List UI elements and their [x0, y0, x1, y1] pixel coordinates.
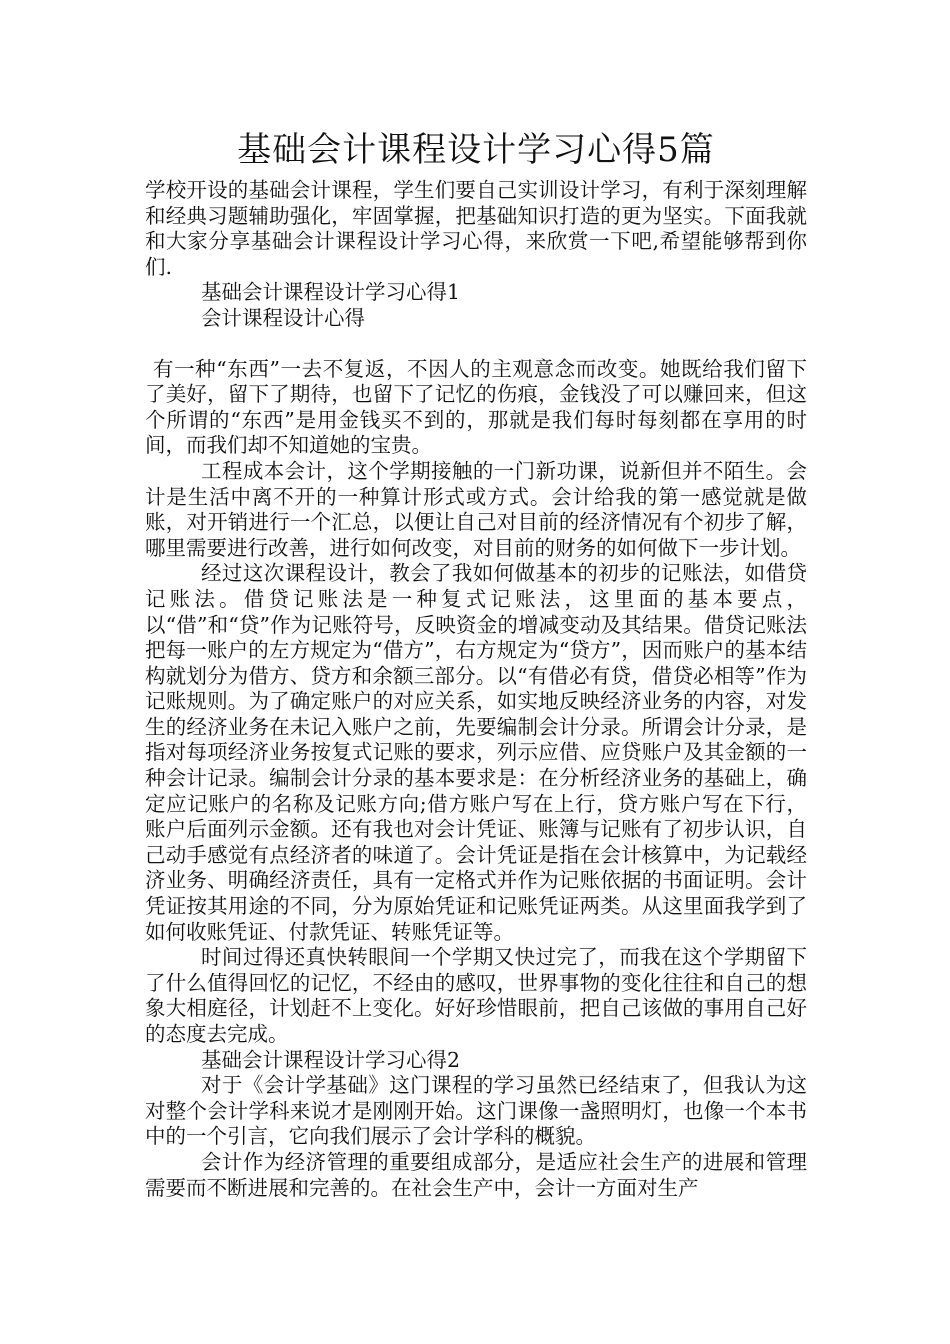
section1-paragraph-1: 有一种“东西”一去不复返，不因人的主观意念而改变。她既给我们留下了美好，留下了期待，也留下了记忆的伤痕，金钱没了可以赚回来，但这个所谓的“东西”是用金钱买不到的，那就是我们每时每刻都在享用的时间，而我们却不知道她的宝贵。 — [145, 356, 807, 458]
section1-paragraph-4: 时间过得还真快转眼间一个学期又快过完了，而我在这个学期留下了什么值得回忆的记忆，不经由的感叹，世界事物的变化往往和自己的想象大相庭径，计划赶不上变化。好好珍惜眼前，把自己该做的事用自己好的态度去完成。 — [145, 945, 807, 1046]
section1-subtitle: 会计课程设计心得 — [201, 305, 365, 330]
section1-paragraph-3: 经过这次课程设计，教会了我如何做基本的初步的记账法，如借贷记账法。借贷记账法是一种复式记账法，这里面的基本要点，以“借”和“贷”作为记账符号，反映资金的增减变动及其结果。借贷记账法把每一账户的左方规定为“借方”，右方规定为“贷方”，因而账户的基本结构就划分为借方、贷方和余额三部分。以“有借必有贷，借贷必相等”作为记账规则。为了确定账户的对应关系，如实地反映经济业务的内容，对发生的经济业务在未记入账户之前，先要编制会计分录。所谓会计分录，是指对每项经济业务按复式记账的要求，列示应借、应贷账户及其金额的一种会计记录。编制会计分录的基本要求是：在分析经济业务的基础上，确定应记账户的名称及记账方向;借方账户写在上行，贷方账户写在下行，账户后面列示金额。还有我也对会计凭证、账簿与记账有了初步认识，自己动手感觉有点经济者的味道了。会计凭证是指在会计核算中，为记载经济业务、明确经济责任，具有一定格式并作为记账依据的书面证明。会计凭证按其用途的不同，分为原始凭证和记账凭证两类。从这里面我学到了如何收账凭证、付款凭证、转账凭证等。 — [145, 561, 807, 944]
section1-paragraph-2: 工程成本会计，这个学期接触的一门新功课，说新但并不陌生。会计是生活中离不开的一种算计形式或方式。会计给我的第一感觉就是做账，对开销进行一个汇总，以便让自己对目前的经济情况有个初步了解，哪里需要进行改善，进行如何改变，对目前的财务的如何做下一步计划。 — [145, 458, 807, 560]
section1-heading: 基础会计课程设计学习心得1 — [201, 280, 461, 305]
section2-heading: 基础会计课程设计学习心得2 — [201, 1047, 461, 1072]
section2-paragraph-1: 对于《会计学基础》这门课程的学习虽然已经结束了，但我认为这对整个会计学科来说才是刚刚开始。这门课像一盏照明灯，也像一个本书中的一个引言，它向我们展示了会计学科的概貌。 — [145, 1073, 807, 1149]
document-page — [145, 128, 807, 1201]
section2-paragraph-2: 会计作为经济管理的重要组成部分，是适应社会生产的进展和管理需要而不断进展和完善的。在社会生产中，会计一方面对生产 — [145, 1149, 807, 1200]
document-title: 基础会计课程设计学习心得5篇 — [237, 130, 715, 170]
intro-paragraph: 学校开设的基础会计课程，学生们要自己实训设计学习，有利于深刻理解和经典习题辅助强化，牢固掌握，把基础知识打造的更为坚实。下面我就和大家分享基础会计课程设计学习心得，来欣赏一下吧,希望能够帮到你们. — [145, 178, 807, 279]
blank-line — [145, 332, 807, 357]
